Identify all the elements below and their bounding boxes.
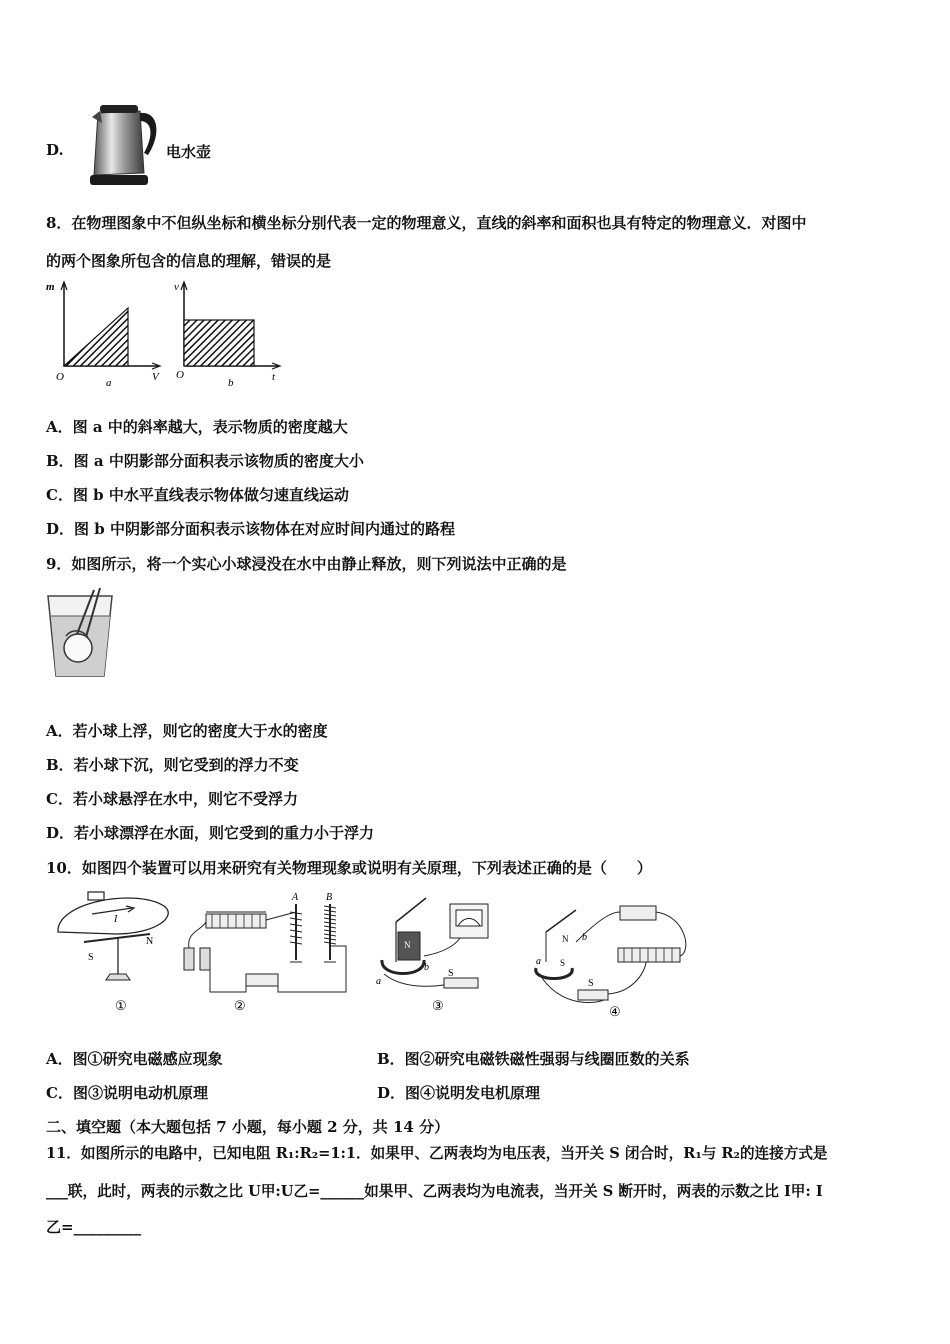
graph-b: [174, 281, 280, 389]
q11-line2: ___联，此时，两表的示数之比 U甲:U乙=______如果甲、乙两表均为电流表，当开关 S 断开时，两表的示数之比 I甲: I: [46, 1183, 823, 1200]
q8-graphs: [40, 278, 290, 390]
fig2-coil-a-label: A: [292, 892, 299, 903]
graph-b-x-label: t: [272, 371, 276, 383]
fig3-number: ③: [432, 998, 444, 1013]
graph-a: [46, 281, 160, 389]
fig1-oersted: [58, 892, 168, 1013]
q10-option-b: B．图②研究电磁铁磁性强弱与线圈匝数的关系: [377, 1050, 690, 1068]
fig3-a-label: a: [376, 976, 381, 987]
q10-option-d: D．图④说明发电机原理: [377, 1084, 541, 1102]
beaker-ball-image: [44, 586, 120, 682]
graph-b-y-label: v: [174, 281, 179, 293]
graph-b-caption: b: [228, 377, 234, 389]
q8-stem-line1: 8．在物理图象中不但纵坐标和横坐标分别代表一定的物理意义，直线的斜率和面积也具有特定的物理意义．对图中: [46, 214, 807, 232]
q8-option-b: B．图 a 中阴影部分面积表示该物质的密度大小: [46, 452, 364, 470]
fig1-south-label: S: [88, 952, 94, 963]
q10-stem: 10．如图四个装置可以用来研究有关物理现象或说明有关原理，下列表述正确的是（ ）: [46, 859, 652, 877]
fig4-switch-label: S: [588, 978, 594, 989]
graph-a-shaded-triangle: [64, 308, 128, 366]
fig3-b-label: b: [424, 962, 429, 973]
option-d-letter: D.: [46, 141, 64, 159]
fig4-b-label: b: [582, 932, 587, 943]
fig1-current-label: I: [114, 914, 118, 925]
graph-b-origin: O: [176, 369, 184, 381]
q9-option-b: B．若小球下沉，则它受到的浮力不变: [46, 756, 299, 774]
fig1-number: ①: [115, 998, 127, 1013]
q10-option-c: C．图③说明电动机原理: [46, 1084, 208, 1102]
graph-b-shaded-rect: [184, 320, 254, 366]
fig4-north-label: N: [562, 934, 569, 944]
q11-line1: 11．如图所示的电路中，已知电阻 R₁:R₂=1:1．如果甲、乙两表均为电压表，当开关 S 闭合时，R₁与 R₂的连接方式是: [46, 1145, 828, 1162]
q10-option-a: A．图①研究电磁感应现象: [46, 1050, 223, 1068]
graph-a-x-label: V: [152, 371, 159, 383]
fig3-motor: [376, 898, 488, 1013]
q10-figures: [46, 882, 706, 1022]
fig4-a-label: a: [536, 956, 541, 967]
graph-a-caption: a: [106, 377, 112, 389]
q9-option-d: D．若小球漂浮在水面，则它受到的重力小于浮力: [46, 824, 375, 842]
q8-option-a: A．图 a 中的斜率越大，表示物质的密度越大: [46, 418, 348, 436]
fig1-north-label: N: [146, 936, 154, 947]
q9-option-c: C．若小球悬浮在水中，则它不受浮力: [46, 790, 298, 808]
fig3-north-label: N: [404, 940, 411, 950]
fig3-switch-label: S: [448, 968, 454, 979]
q8-option-d: D．图 b 中阴影部分面积表示该物体在对应时间内通过的路程: [46, 520, 455, 538]
fig2-electromagnets: [184, 892, 346, 1013]
q9-option-a: A．若小球上浮，则它的密度大于水的密度: [46, 722, 328, 740]
q8-stem-line2: 的两个图象所包含的信息的理解，错误的是: [46, 252, 332, 270]
electric-kettle-image: [88, 103, 162, 189]
fig2-coil-b-label: B: [326, 892, 333, 903]
fig4-number: ④: [609, 1004, 621, 1019]
q8-option-c: C．图 b 中水平直线表示物体做匀速直线运动: [46, 486, 349, 504]
graph-a-y-label: m: [46, 281, 55, 293]
q9-stem: 9．如图所示，将一个实心小球浸没在水中由静止释放，则下列说法中正确的是: [46, 555, 567, 573]
kettle-caption: 电水壶: [166, 143, 212, 161]
fig4-south-label: S: [560, 958, 566, 968]
section2-heading: 二、填空题（本大题包括 7 小题，每小题 2 分，共 14 分）: [46, 1118, 450, 1136]
fig4-generator: [536, 906, 686, 1019]
q11-line3: 乙=_________: [46, 1218, 142, 1236]
fig2-number: ②: [234, 998, 246, 1013]
graph-a-origin: O: [56, 371, 64, 383]
